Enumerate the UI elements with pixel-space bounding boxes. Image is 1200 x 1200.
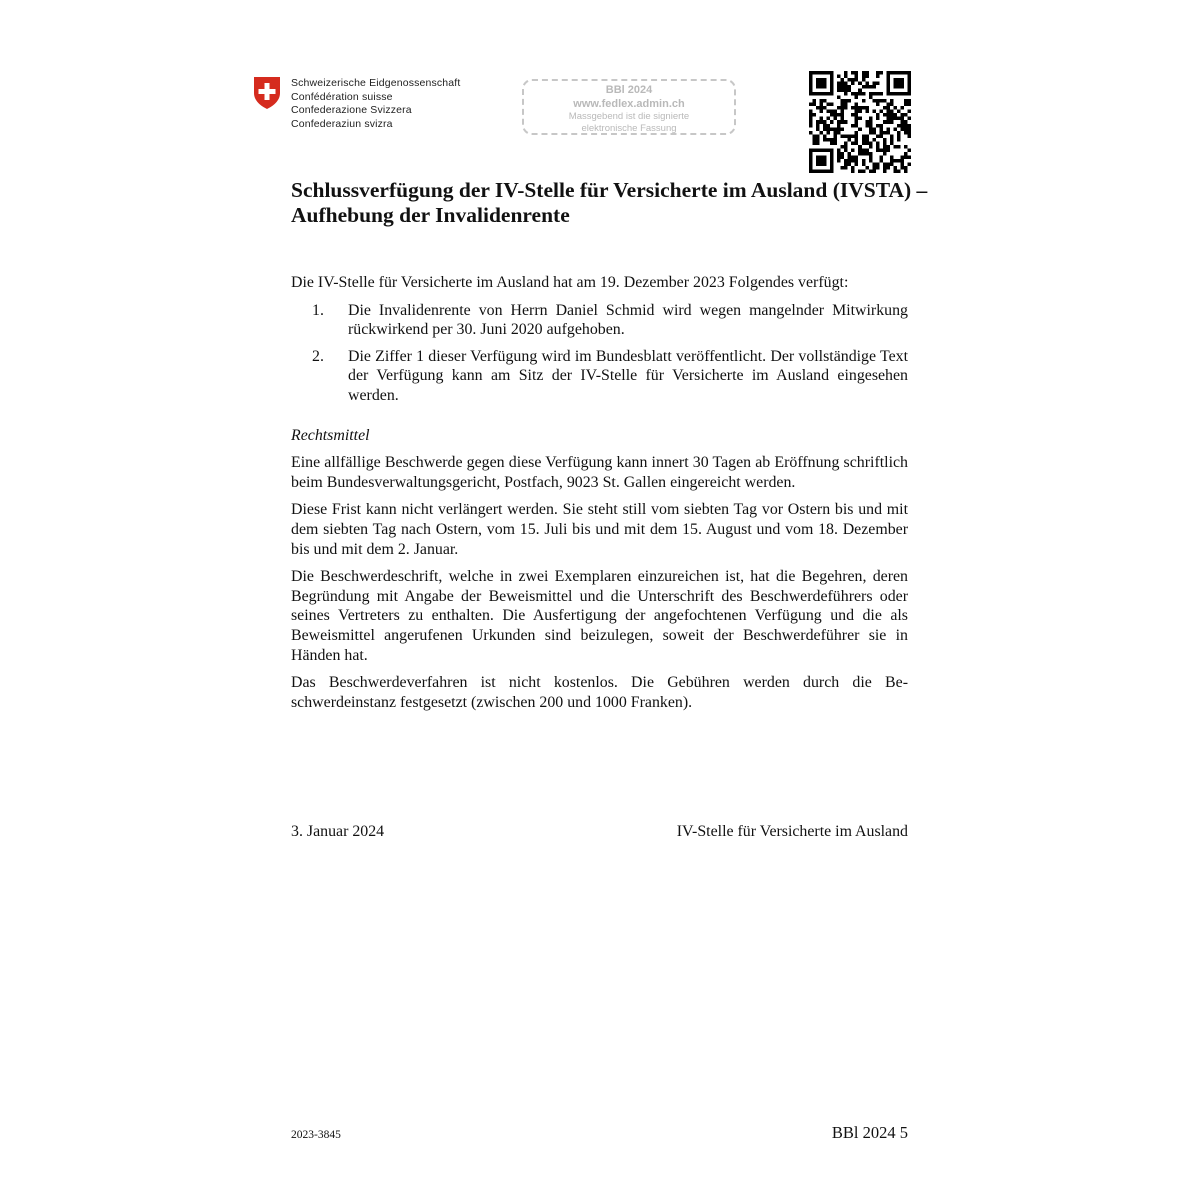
remedies-paragraph: Eine allfällige Beschwerde gegen diese Verfügung kann innert 30 Tagen ab Eröffnung schriftlich beim Bundesverwaltungsgericht, Postfach, 9023 St. Gallen eingereicht werden. (291, 454, 908, 491)
remedies-paragraph: Die Beschwerdeschrift, welche in zwei Exemplaren einzureichen ist, hat die Begehren, deren Begründung mit Angabe der Beweismittel und die Unterschrift des Beschwerdeführers oder seines Vertreters zu enthalten. Die Ausfertigung der angefochtenen Verfügung und die als Beweismittel angerufenen Urkunden sind beizulegen, soweit der Beschwerdeführer sie in Händen hat. (291, 568, 908, 664)
stamp-line-2: www.fedlex.admin.ch (573, 98, 685, 110)
list-item-number: 2. (312, 347, 324, 365)
confederation-logo (253, 76, 460, 131)
list-item-number: 1. (312, 301, 324, 319)
confederation-name-it: Confederazione Svizzera (291, 104, 412, 117)
remedies-paragraph: Das Beschwerdeverfahren ist nicht kostenlos. Die Gebühren werden durch die Beschwerdeinstanz festgesetzt (zwischen 200 und 1000 Franken). (291, 674, 908, 711)
signatory: IV-Stelle für Versicherte im Ausland (676, 823, 908, 840)
document-body (291, 273, 908, 720)
footer-page: BBl 2024 5 (831, 1123, 908, 1142)
list-item-text: Die Ziffer 1 dieser Verfügung wird im Bundesblatt veröffentlicht. Der vollständige Text der Verfügung kann am Sitz der IV-Stelle für Versicherte im Ausland eingesehen werden. (348, 347, 908, 404)
confederation-name-de: Schweizerische Eidgenossenschaft (291, 77, 461, 89)
fedlex-stamp (522, 79, 736, 135)
list-item (291, 301, 908, 340)
remedies-paragraph: Diese Frist kann nicht verlängert werden. Sie steht still vom siebten Tag vor Ostern bis und mit dem siebten Tag nach Ostern, vom 15. Juli bis und mit dem 15. August und vom 18. Dezember bis und mit dem 2. Januar. (291, 501, 908, 558)
confederation-names (291, 77, 460, 131)
decision-list (291, 301, 908, 406)
stamp-line-1: BBl 2024 (605, 84, 653, 96)
signature-line (291, 822, 908, 842)
stamp-line-4: elektronische Fassung (581, 122, 677, 134)
remedies-heading: Rechtsmittel (291, 426, 370, 444)
document-date: 3. Januar 2024 (291, 823, 385, 840)
footer-reference: 2023-3845 (291, 1129, 341, 1141)
stamp-line-3: Massgebend ist die signierte (568, 111, 690, 122)
confederation-name-rm: Confederaziun svizra (291, 117, 393, 130)
document-title: Schlussverfügung der IV-Stelle für Versicherte im Ausland (IVSTA) – Aufhebung der Invalidenrente (291, 178, 928, 227)
swiss-shield-icon (253, 76, 281, 110)
confederation-name-fr: Confédération suisse (291, 90, 393, 103)
intro-paragraph: Die IV-Stelle für Versicherte im Ausland hat am 19. Dezember 2023 Folgendes verfügt: (291, 274, 849, 291)
qr-code-icon (809, 71, 911, 173)
list-item-text: Die Invalidenrente von Herrn Daniel Schmid wird wegen mangelnder Mitwirkung rückwirkend per 30. Juni 2020 aufgehoben. (348, 301, 908, 339)
list-item (291, 347, 908, 406)
